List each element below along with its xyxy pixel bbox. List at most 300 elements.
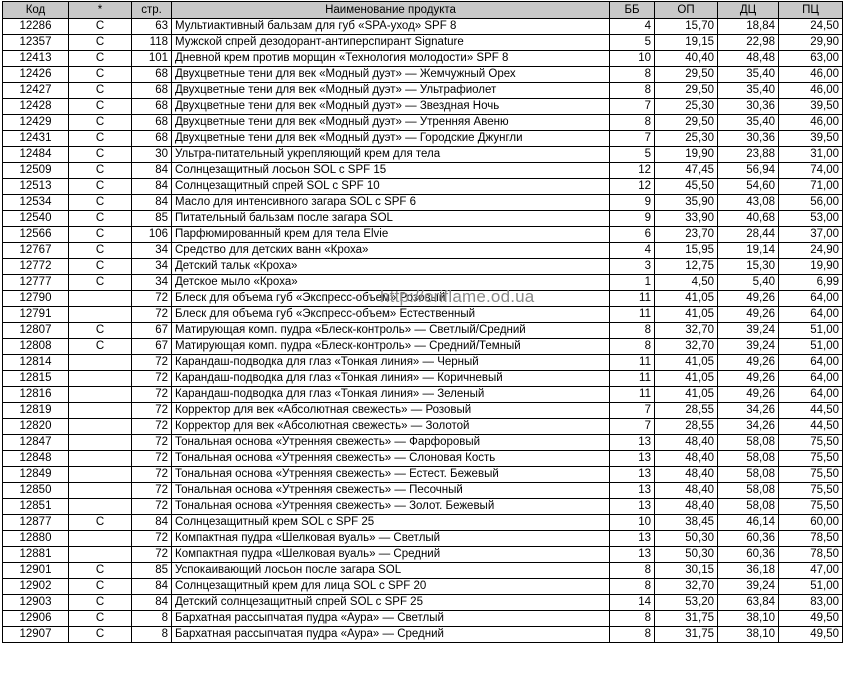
- table-row: [3, 547, 843, 563]
- op-cell: 15,95: [655, 243, 718, 259]
- op-cell: 35,90: [655, 195, 718, 211]
- header-page: стр.: [132, 2, 172, 19]
- page-cell: 84: [132, 163, 172, 179]
- marker-cell: C: [69, 51, 132, 67]
- op-cell: 32,70: [655, 579, 718, 595]
- table-row: [3, 531, 843, 547]
- op-cell: 41,05: [655, 291, 718, 307]
- product-name-cell: Тональная основа «Утренняя свежесть» — Естест. Бежевый: [172, 467, 610, 483]
- bb-cell: 9: [610, 195, 655, 211]
- page-cell: 68: [132, 83, 172, 99]
- dc-cell: 54,60: [718, 179, 779, 195]
- dc-cell: 46,14: [718, 515, 779, 531]
- table-row: [3, 419, 843, 435]
- bb-cell: 8: [610, 611, 655, 627]
- product-name-cell: Парфюмированный крем для тела Elvie: [172, 227, 610, 243]
- op-cell: 29,50: [655, 83, 718, 99]
- code-cell: 12848: [3, 451, 69, 467]
- op-cell: 48,40: [655, 451, 718, 467]
- page-cell: 72: [132, 547, 172, 563]
- page-cell: 72: [132, 467, 172, 483]
- pc-cell: 63,00: [779, 51, 843, 67]
- code-cell: 12808: [3, 339, 69, 355]
- pc-cell: 39,50: [779, 131, 843, 147]
- table-row: [3, 291, 843, 307]
- marker-cell: C: [69, 163, 132, 179]
- table-row: [3, 579, 843, 595]
- op-cell: 48,40: [655, 499, 718, 515]
- page-cell: 72: [132, 419, 172, 435]
- header-marker: *: [69, 2, 132, 19]
- op-cell: 25,30: [655, 131, 718, 147]
- code-cell: 12286: [3, 19, 69, 35]
- code-cell: 12881: [3, 547, 69, 563]
- code-cell: 12901: [3, 563, 69, 579]
- bb-cell: 13: [610, 451, 655, 467]
- code-cell: 12902: [3, 579, 69, 595]
- dc-cell: 22,98: [718, 35, 779, 51]
- marker-cell: C: [69, 131, 132, 147]
- page-cell: 34: [132, 259, 172, 275]
- pc-cell: 47,00: [779, 563, 843, 579]
- code-cell: 12849: [3, 467, 69, 483]
- dc-cell: 58,08: [718, 483, 779, 499]
- marker-cell: C: [69, 339, 132, 355]
- dc-cell: 15,30: [718, 259, 779, 275]
- bb-cell: 8: [610, 579, 655, 595]
- pc-cell: 6,99: [779, 275, 843, 291]
- pc-cell: 64,00: [779, 291, 843, 307]
- page-cell: 72: [132, 291, 172, 307]
- op-cell: 23,70: [655, 227, 718, 243]
- dc-cell: 63,84: [718, 595, 779, 611]
- table-row: [3, 355, 843, 371]
- op-cell: 25,30: [655, 99, 718, 115]
- marker-cell: C: [69, 195, 132, 211]
- pc-cell: 53,00: [779, 211, 843, 227]
- page-cell: 84: [132, 515, 172, 531]
- page-cell: 63: [132, 19, 172, 35]
- pc-cell: 51,00: [779, 579, 843, 595]
- marker-cell: C: [69, 67, 132, 83]
- table-row: [3, 99, 843, 115]
- marker-cell: C: [69, 115, 132, 131]
- product-name-cell: Карандаш-подводка для глаз «Тонкая линия» — Зеленый: [172, 387, 610, 403]
- code-cell: 12428: [3, 99, 69, 115]
- bb-cell: 7: [610, 419, 655, 435]
- product-name-cell: Двухцветные тени для век «Модный дуэт» — Звездная Ночь: [172, 99, 610, 115]
- bb-cell: 11: [610, 371, 655, 387]
- dc-cell: 58,08: [718, 499, 779, 515]
- product-name-cell: Двухцветные тени для век «Модный дуэт» — Жемчужный Орех: [172, 67, 610, 83]
- product-name-cell: Питательный бальзам после загара SOL: [172, 211, 610, 227]
- table-row: [3, 131, 843, 147]
- dc-cell: 36,18: [718, 563, 779, 579]
- dc-cell: 5,40: [718, 275, 779, 291]
- pc-cell: 75,50: [779, 435, 843, 451]
- code-cell: 12819: [3, 403, 69, 419]
- dc-cell: 18,84: [718, 19, 779, 35]
- table-row: [3, 451, 843, 467]
- bb-cell: 13: [610, 467, 655, 483]
- code-cell: 12357: [3, 35, 69, 51]
- marker-cell: [69, 435, 132, 451]
- code-cell: 12815: [3, 371, 69, 387]
- bb-cell: 8: [610, 83, 655, 99]
- table-row: [3, 323, 843, 339]
- marker-cell: C: [69, 515, 132, 531]
- marker-cell: C: [69, 35, 132, 51]
- product-name-cell: Солнцезащитный крем для лица SOL с SPF 20: [172, 579, 610, 595]
- product-name-cell: Бархатная рассыпчатая пудра «Аура» — Светлый: [172, 611, 610, 627]
- code-cell: 12877: [3, 515, 69, 531]
- code-cell: 12850: [3, 483, 69, 499]
- product-name-cell: Детское мыло «Кроха»: [172, 275, 610, 291]
- table-row: [3, 515, 843, 531]
- pc-cell: 51,00: [779, 323, 843, 339]
- page-cell: 68: [132, 115, 172, 131]
- pc-cell: 31,00: [779, 147, 843, 163]
- table-row: [3, 371, 843, 387]
- pc-cell: 64,00: [779, 355, 843, 371]
- code-cell: 12820: [3, 419, 69, 435]
- bb-cell: 7: [610, 403, 655, 419]
- marker-cell: C: [69, 627, 132, 643]
- pc-cell: 37,00: [779, 227, 843, 243]
- dc-cell: 49,26: [718, 291, 779, 307]
- product-name-cell: Солнцезащитный лосьон SOL с SPF 15: [172, 163, 610, 179]
- pc-cell: 64,00: [779, 307, 843, 323]
- code-cell: 12540: [3, 211, 69, 227]
- table-row: [3, 627, 843, 643]
- bb-cell: 8: [610, 323, 655, 339]
- page-cell: 72: [132, 371, 172, 387]
- product-name-cell: Блеск для объема губ «Экспресс-объем» Естественный: [172, 307, 610, 323]
- marker-cell: C: [69, 243, 132, 259]
- table-row: [3, 595, 843, 611]
- marker-cell: C: [69, 99, 132, 115]
- code-cell: 12851: [3, 499, 69, 515]
- bb-cell: 10: [610, 51, 655, 67]
- dc-cell: 58,08: [718, 467, 779, 483]
- dc-cell: 38,10: [718, 627, 779, 643]
- marker-cell: [69, 387, 132, 403]
- pc-cell: 78,50: [779, 531, 843, 547]
- page-cell: 72: [132, 499, 172, 515]
- table-row: [3, 467, 843, 483]
- op-cell: 41,05: [655, 387, 718, 403]
- table-row: [3, 35, 843, 51]
- page-cell: 72: [132, 355, 172, 371]
- bb-cell: 8: [610, 339, 655, 355]
- marker-cell: C: [69, 259, 132, 275]
- dc-cell: 30,36: [718, 131, 779, 147]
- marker-cell: C: [69, 563, 132, 579]
- dc-cell: 38,10: [718, 611, 779, 627]
- header-product-name: Наименование продукта: [172, 2, 610, 19]
- op-cell: 32,70: [655, 339, 718, 355]
- dc-cell: 19,14: [718, 243, 779, 259]
- pc-cell: 39,50: [779, 99, 843, 115]
- table-row: [3, 147, 843, 163]
- dc-cell: 34,26: [718, 419, 779, 435]
- page-cell: 72: [132, 387, 172, 403]
- dc-cell: 48,48: [718, 51, 779, 67]
- table-row: [3, 195, 843, 211]
- code-cell: 12907: [3, 627, 69, 643]
- pc-cell: 46,00: [779, 67, 843, 83]
- marker-cell: C: [69, 323, 132, 339]
- page-cell: 101: [132, 51, 172, 67]
- op-cell: 15,70: [655, 19, 718, 35]
- dc-cell: 23,88: [718, 147, 779, 163]
- op-cell: 29,50: [655, 115, 718, 131]
- op-cell: 50,30: [655, 547, 718, 563]
- marker-cell: C: [69, 147, 132, 163]
- pc-cell: 75,50: [779, 499, 843, 515]
- product-name-cell: Детский тальк «Кроха»: [172, 259, 610, 275]
- bb-cell: 11: [610, 355, 655, 371]
- op-cell: 28,55: [655, 403, 718, 419]
- bb-cell: 13: [610, 483, 655, 499]
- table-row: [3, 307, 843, 323]
- dc-cell: 43,08: [718, 195, 779, 211]
- product-name-cell: Тональная основа «Утренняя свежесть» — Фарфоровый: [172, 435, 610, 451]
- product-name-cell: Масло для интенсивного загара SOL с SPF 6: [172, 195, 610, 211]
- dc-cell: 49,26: [718, 387, 779, 403]
- code-cell: 12777: [3, 275, 69, 291]
- product-name-cell: Блеск для объема губ «Экспресс-объем» Розовый: [172, 291, 610, 307]
- header-op: ОП: [655, 2, 718, 19]
- bb-cell: 5: [610, 147, 655, 163]
- bb-cell: 11: [610, 387, 655, 403]
- code-cell: 12509: [3, 163, 69, 179]
- dc-cell: 39,24: [718, 579, 779, 595]
- product-name-cell: Ультра-питательный укрепляющий крем для тела: [172, 147, 610, 163]
- page-cell: 34: [132, 275, 172, 291]
- marker-cell: [69, 451, 132, 467]
- header-code: Код: [3, 2, 69, 19]
- bb-cell: 14: [610, 595, 655, 611]
- marker-cell: [69, 403, 132, 419]
- marker-cell: [69, 467, 132, 483]
- code-cell: 12814: [3, 355, 69, 371]
- code-cell: 12903: [3, 595, 69, 611]
- product-name-cell: Матирующая комп. пудра «Блеск-контроль» — Средний/Темный: [172, 339, 610, 355]
- code-cell: 12534: [3, 195, 69, 211]
- table-row: [3, 243, 843, 259]
- table-row: [3, 387, 843, 403]
- product-name-cell: Компактная пудра «Шелковая вуаль» — Светлый: [172, 531, 610, 547]
- marker-cell: [69, 419, 132, 435]
- code-cell: 12906: [3, 611, 69, 627]
- op-cell: 41,05: [655, 307, 718, 323]
- bb-cell: 11: [610, 307, 655, 323]
- product-name-cell: Бархатная рассыпчатая пудра «Аура» — Средний: [172, 627, 610, 643]
- bb-cell: 9: [610, 211, 655, 227]
- bb-cell: 8: [610, 67, 655, 83]
- table-row: [3, 115, 843, 131]
- marker-cell: C: [69, 179, 132, 195]
- op-cell: 31,75: [655, 627, 718, 643]
- page-cell: 72: [132, 451, 172, 467]
- page-cell: 72: [132, 435, 172, 451]
- code-cell: 12566: [3, 227, 69, 243]
- product-name-cell: Мультиактивный бальзам для губ «SPA-уход» SPF 8: [172, 19, 610, 35]
- pc-cell: 46,00: [779, 83, 843, 99]
- marker-cell: C: [69, 275, 132, 291]
- pc-cell: 60,00: [779, 515, 843, 531]
- code-cell: 12513: [3, 179, 69, 195]
- pc-cell: 24,50: [779, 19, 843, 35]
- pc-cell: 44,50: [779, 403, 843, 419]
- product-name-cell: Солнцезащитный спрей SOL с SPF 10: [172, 179, 610, 195]
- page-cell: 118: [132, 35, 172, 51]
- marker-cell: [69, 355, 132, 371]
- price-table: [2, 1, 843, 643]
- pc-cell: 49,50: [779, 611, 843, 627]
- pc-cell: 29,90: [779, 35, 843, 51]
- op-cell: 45,50: [655, 179, 718, 195]
- code-cell: 12431: [3, 131, 69, 147]
- page-cell: 30: [132, 147, 172, 163]
- dc-cell: 49,26: [718, 371, 779, 387]
- bb-cell: 10: [610, 515, 655, 531]
- marker-cell: C: [69, 19, 132, 35]
- pc-cell: 56,00: [779, 195, 843, 211]
- page-cell: 84: [132, 595, 172, 611]
- product-name-cell: Тональная основа «Утренняя свежесть» — Слоновая Кость: [172, 451, 610, 467]
- op-cell: 19,90: [655, 147, 718, 163]
- pc-cell: 75,50: [779, 451, 843, 467]
- bb-cell: 3: [610, 259, 655, 275]
- code-cell: 12413: [3, 51, 69, 67]
- page-cell: 106: [132, 227, 172, 243]
- table-row: [3, 339, 843, 355]
- pc-cell: 75,50: [779, 467, 843, 483]
- op-cell: 53,20: [655, 595, 718, 611]
- op-cell: 33,90: [655, 211, 718, 227]
- pc-cell: 46,00: [779, 115, 843, 131]
- marker-cell: C: [69, 579, 132, 595]
- product-name-cell: Тональная основа «Утренняя свежесть» — Песочный: [172, 483, 610, 499]
- code-cell: 12816: [3, 387, 69, 403]
- page-cell: 8: [132, 627, 172, 643]
- pc-cell: 24,90: [779, 243, 843, 259]
- page-cell: 8: [132, 611, 172, 627]
- code-cell: 12807: [3, 323, 69, 339]
- page-cell: 72: [132, 531, 172, 547]
- table-row: [3, 67, 843, 83]
- bb-cell: 12: [610, 179, 655, 195]
- bb-cell: 13: [610, 499, 655, 515]
- bb-cell: 5: [610, 35, 655, 51]
- dc-cell: 49,26: [718, 307, 779, 323]
- bb-cell: 13: [610, 435, 655, 451]
- marker-cell: C: [69, 611, 132, 627]
- op-cell: 50,30: [655, 531, 718, 547]
- op-cell: 41,05: [655, 371, 718, 387]
- header-dc: ДЦ: [718, 2, 779, 19]
- page-cell: 84: [132, 579, 172, 595]
- bb-cell: 13: [610, 547, 655, 563]
- op-cell: 38,45: [655, 515, 718, 531]
- page-cell: 84: [132, 195, 172, 211]
- product-name-cell: Тональная основа «Утренняя свежесть» — Золот. Бежевый: [172, 499, 610, 515]
- product-name-cell: Мужской спрей дезодорант-антиперспирант Signature: [172, 35, 610, 51]
- code-cell: 12880: [3, 531, 69, 547]
- code-cell: 12790: [3, 291, 69, 307]
- dc-cell: 56,94: [718, 163, 779, 179]
- table-row: [3, 611, 843, 627]
- pc-cell: 64,00: [779, 371, 843, 387]
- page-cell: 85: [132, 563, 172, 579]
- bb-cell: 8: [610, 627, 655, 643]
- header-pc: ПЦ: [779, 2, 843, 19]
- page-cell: 67: [132, 339, 172, 355]
- code-cell: 12429: [3, 115, 69, 131]
- bb-cell: 8: [610, 115, 655, 131]
- header-row: [3, 2, 843, 19]
- op-cell: 47,45: [655, 163, 718, 179]
- marker-cell: [69, 291, 132, 307]
- page-cell: 67: [132, 323, 172, 339]
- dc-cell: 35,40: [718, 115, 779, 131]
- op-cell: 48,40: [655, 435, 718, 451]
- code-cell: 12767: [3, 243, 69, 259]
- page-cell: 68: [132, 99, 172, 115]
- bb-cell: 7: [610, 131, 655, 147]
- bb-cell: 8: [610, 563, 655, 579]
- bb-cell: 4: [610, 19, 655, 35]
- bb-cell: 13: [610, 531, 655, 547]
- pc-cell: 75,50: [779, 483, 843, 499]
- page-cell: 72: [132, 307, 172, 323]
- dc-cell: 58,08: [718, 451, 779, 467]
- table-row: [3, 259, 843, 275]
- product-name-cell: Карандаш-подводка для глаз «Тонкая линия» — Коричневый: [172, 371, 610, 387]
- marker-cell: [69, 531, 132, 547]
- pc-cell: 49,50: [779, 627, 843, 643]
- header-bb: ББ: [610, 2, 655, 19]
- page-cell: 85: [132, 211, 172, 227]
- marker-cell: [69, 307, 132, 323]
- op-cell: 19,15: [655, 35, 718, 51]
- pc-cell: 78,50: [779, 547, 843, 563]
- table-row: [3, 83, 843, 99]
- table-row: [3, 179, 843, 195]
- table-row: [3, 499, 843, 515]
- bb-cell: 6: [610, 227, 655, 243]
- marker-cell: [69, 371, 132, 387]
- pc-cell: 64,00: [779, 387, 843, 403]
- table-row: [3, 563, 843, 579]
- product-name-cell: Детский солнцезащитный спрей SOL с SPF 25: [172, 595, 610, 611]
- op-cell: 4,50: [655, 275, 718, 291]
- marker-cell: C: [69, 227, 132, 243]
- pc-cell: 71,00: [779, 179, 843, 195]
- page-cell: 84: [132, 179, 172, 195]
- dc-cell: 35,40: [718, 83, 779, 99]
- page-cell: 72: [132, 403, 172, 419]
- product-name-cell: Компактная пудра «Шелковая вуаль» — Средний: [172, 547, 610, 563]
- product-name-cell: Двухцветные тени для век «Модный дуэт» — Городские Джунгли: [172, 131, 610, 147]
- op-cell: 12,75: [655, 259, 718, 275]
- table-row: [3, 51, 843, 67]
- op-cell: 32,70: [655, 323, 718, 339]
- table-row: [3, 483, 843, 499]
- dc-cell: 35,40: [718, 67, 779, 83]
